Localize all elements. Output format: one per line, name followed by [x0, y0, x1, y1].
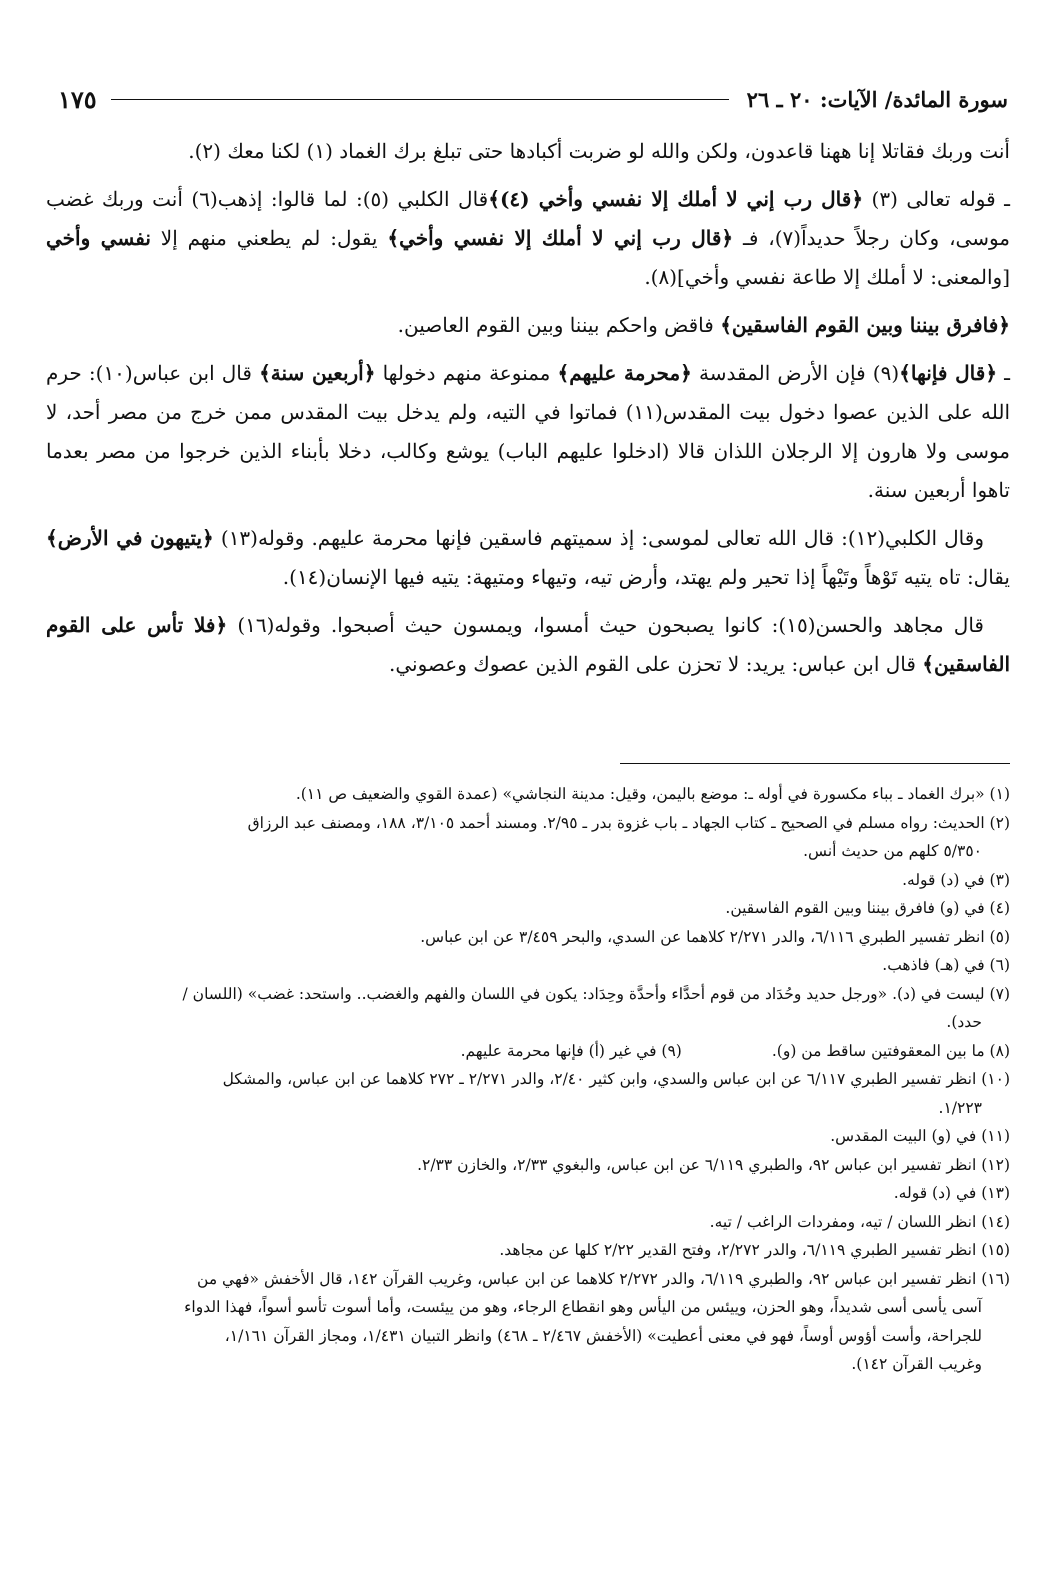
quran-verse: ﴿فلا تأس على القوم الفاسقين﴾ [46, 613, 1010, 676]
text-span: يقول: لم يطعني منهم إلا [150, 226, 388, 250]
text-span: فاقض واحكم بيننا وبين القوم العاصين. [397, 313, 721, 337]
footnote-pair [46, 1037, 1010, 1066]
text-span: ـ قوله تعالى (٣) [863, 187, 1010, 211]
footnote: (١٣) في (د) قوله. [893, 1184, 1010, 1202]
footnote: (١٠) انظر تفسير الطبري ٦/١١٧ عن ابن عباس والسدي، وابن كثير ٢/٤٠، والدر ٢/٢٧١ ـ ٢٧٢ كلاهما عن ابن عباس، والمشكل [222, 1070, 1010, 1088]
footnote-continuation: ٥/٣٥٠ كلهم من حديث أنس. [803, 842, 982, 860]
quran-verse: ﴿أربعين سنة﴾ [259, 361, 376, 385]
paragraph [46, 354, 1010, 510]
quran-verse: ﴿قال رب إني لا أملك إلا نفسي وأخي (٤)﴾ [488, 187, 864, 211]
text-span: قال ابن عباس: يريد: لا تحزن على القوم الذين عصوك وعصوني. [388, 652, 923, 676]
footnote-continuation: حدد). [946, 1013, 982, 1031]
paragraph [46, 606, 1010, 684]
footnote: (٩) في غير (أ) فإنها محرمة عليهم. [460, 1041, 682, 1060]
footnote: (١٢) انظر تفسير ابن عباس ٩٢، والطبري ٦/١١٩ عن ابن عباس، والبغوي ٢/٣٣، والخازن ٢/٣٣. [417, 1155, 1010, 1174]
text-span: وقال الكلبي(١٢): قال الله تعالى لموسى: إذ سميتهم فاسقين فإنها محرمة عليهم. وقوله(١٣) [213, 526, 984, 550]
footnote: (٦) في (هـ) فاذهب. [882, 956, 1010, 974]
quran-verse: ﴿يتيهون في الأرض﴾ [46, 526, 214, 550]
text-span: ممنوعة منهم دخولها [375, 361, 558, 385]
paragraph [46, 180, 1010, 297]
paragraph [46, 306, 1010, 345]
page-number: ١٧٥ [58, 84, 97, 114]
paragraph [46, 132, 1010, 171]
text-span: قال مجاهد والحسن(١٥): كانوا يصبحون حيث أمسوا، ويمسون حيث أصبحوا. وقوله(١٦) [227, 613, 984, 637]
footnote: (٨) ما بين المعقوفتين ساقط من (و). [771, 1041, 1010, 1060]
header-rule [111, 99, 729, 100]
quran-verse: ﴿محرمة عليهم﴾ [557, 361, 692, 385]
footnote: (٢) الحديث: رواه مسلم في الصحيح ـ كتاب الجهاد ـ باب غزوة بدر ـ ٢/٩٥. ومسند أحمد ٣/١٠٥، ١٨٨، ومصنف عبد الرزاق [247, 813, 1010, 832]
text-span: [والمعنى: لا أملك إلا طاعة نفسي وأخي](٨). [644, 265, 1010, 289]
footnote-continuation: وغريب القرآن ١٤٢). [851, 1355, 982, 1373]
page-header [58, 82, 1008, 116]
quran-verse: نفسي وأخي [46, 226, 151, 250]
footnote-continuation: آسى يأسى أسى شديداً، وهو الحزن، وييئس من اليأس وهو انقطاع الرجاء، وهو من ييئست، وأما أسوت تأسو أسواً، فهذا الدواء [184, 1298, 982, 1316]
text-span: ـ [997, 361, 1011, 385]
footnote: (٥) انظر تفسير الطبري ٦/١١٦، والدر ٢/٢٧١ كلاهما عن السدي، والبحر ٣/٤٥٩ عن ابن عباس. [420, 927, 1010, 946]
paragraph [46, 519, 1010, 597]
text-span: قال ابن عباس(١٠): حرم الله على الذين عصوا دخول بيت المقدس(١١) فماتوا في التيه، ولم يدخل بيت المقدس ممن خرج من مصر أحد، لا موسى ولا هارون إلا الرجلان اللذان قالا (ادخلوا عليهم الباب) يوشع وكالب، دخلا بأبناء الذين خرجوا من مصر بعدما تاهوا أربعين سنة. [46, 361, 1010, 502]
footnote: (١) «برك الغماد ـ بباء مكسورة في أوله ـ: موضع باليمن، وقيل: مدينة النجاشي» (عمدة القوي والضعيف ص ١١). [295, 785, 1010, 803]
text-span: يقال: تاه يتيه تَوْهاً وتَيْهاً إذا تحير ولم يهتد، وأرض تيه، وتيهاء ومتيهة: يتيه فيها الإنسان(١٤). [282, 565, 1010, 589]
footnote: (٣) في (د) قوله. [902, 870, 1010, 889]
footnote: (١٦) انظر تفسير ابن عباس ٩٢، والطبري ٦/١١٩، والدر ٢/٢٧٢ كلاهما عن ابن عباس، وغريب القرآن ١٤٢، قال الأخفش «فهي من [197, 1269, 1010, 1288]
quran-verse: ﴿فافرق بيننا وبين القوم الفاسقين﴾ [720, 313, 1010, 337]
main-text [46, 132, 1010, 693]
text-span: قال الكلبي (٥): لما قالوا: إذهب(٦) أنت وربك غضب موسى، وكان رجلاً حديداً(٧)، فـ [46, 187, 1011, 250]
quran-verse: ﴿قال فإنها﴾ [899, 361, 998, 385]
footnote-continuation: للجراحة، وأست أؤوس أوساً، فهو في معنى أعطيت» (الأخفش ٢/٤٦٧ ـ ٤٦٨) وانظر التبيان ١/٤٣١، ومجاز القرآن ١/١٦١، [224, 1326, 982, 1345]
quran-verse: ﴿قال رب إني لا أملك إلا نفسي وأخي﴾ [387, 226, 734, 250]
footnote-separator [620, 763, 1010, 764]
footnote: (١٥) انظر تفسير الطبري ٦/١١٩، والدر ٢/٢٧٢، وفتح القدير ٢/٢٢ كلها عن مجاهد. [499, 1241, 1010, 1259]
footnote: (٤) في (و) فافرق بيننا وبين القوم الفاسقين. [725, 899, 1010, 917]
surah-title: سورة المائدة/ الآيات: ٢٠ ـ ٢٦ [746, 86, 1008, 112]
footnotes [46, 780, 1010, 1379]
text-span: (٩) فإن الأرض المقدسة [691, 361, 900, 385]
footnote: (٧) ليست في (د). «ورجل حديد وحُدَاد من قوم أحدَّاء وأحدَّة وحِدَاد: يكون في اللسان والفهم والغضب.. واستحد: غضب» (اللسان / [182, 984, 1010, 1003]
footnote: (١١) في (و) البيت المقدس. [830, 1127, 1010, 1145]
footnote-continuation: ١/٢٢٣. [938, 1098, 982, 1117]
text-span: أنت وربك فقاتلا إنا ههنا قاعدون، ولكن والله لو ضربت أكبادها حتى تبلغ برك الغماد (١) لكنا معك (٢). [188, 139, 1010, 163]
footnote: (١٤) انظر اللسان / تيه، ومفردات الراغب / تيه. [709, 1212, 1010, 1231]
